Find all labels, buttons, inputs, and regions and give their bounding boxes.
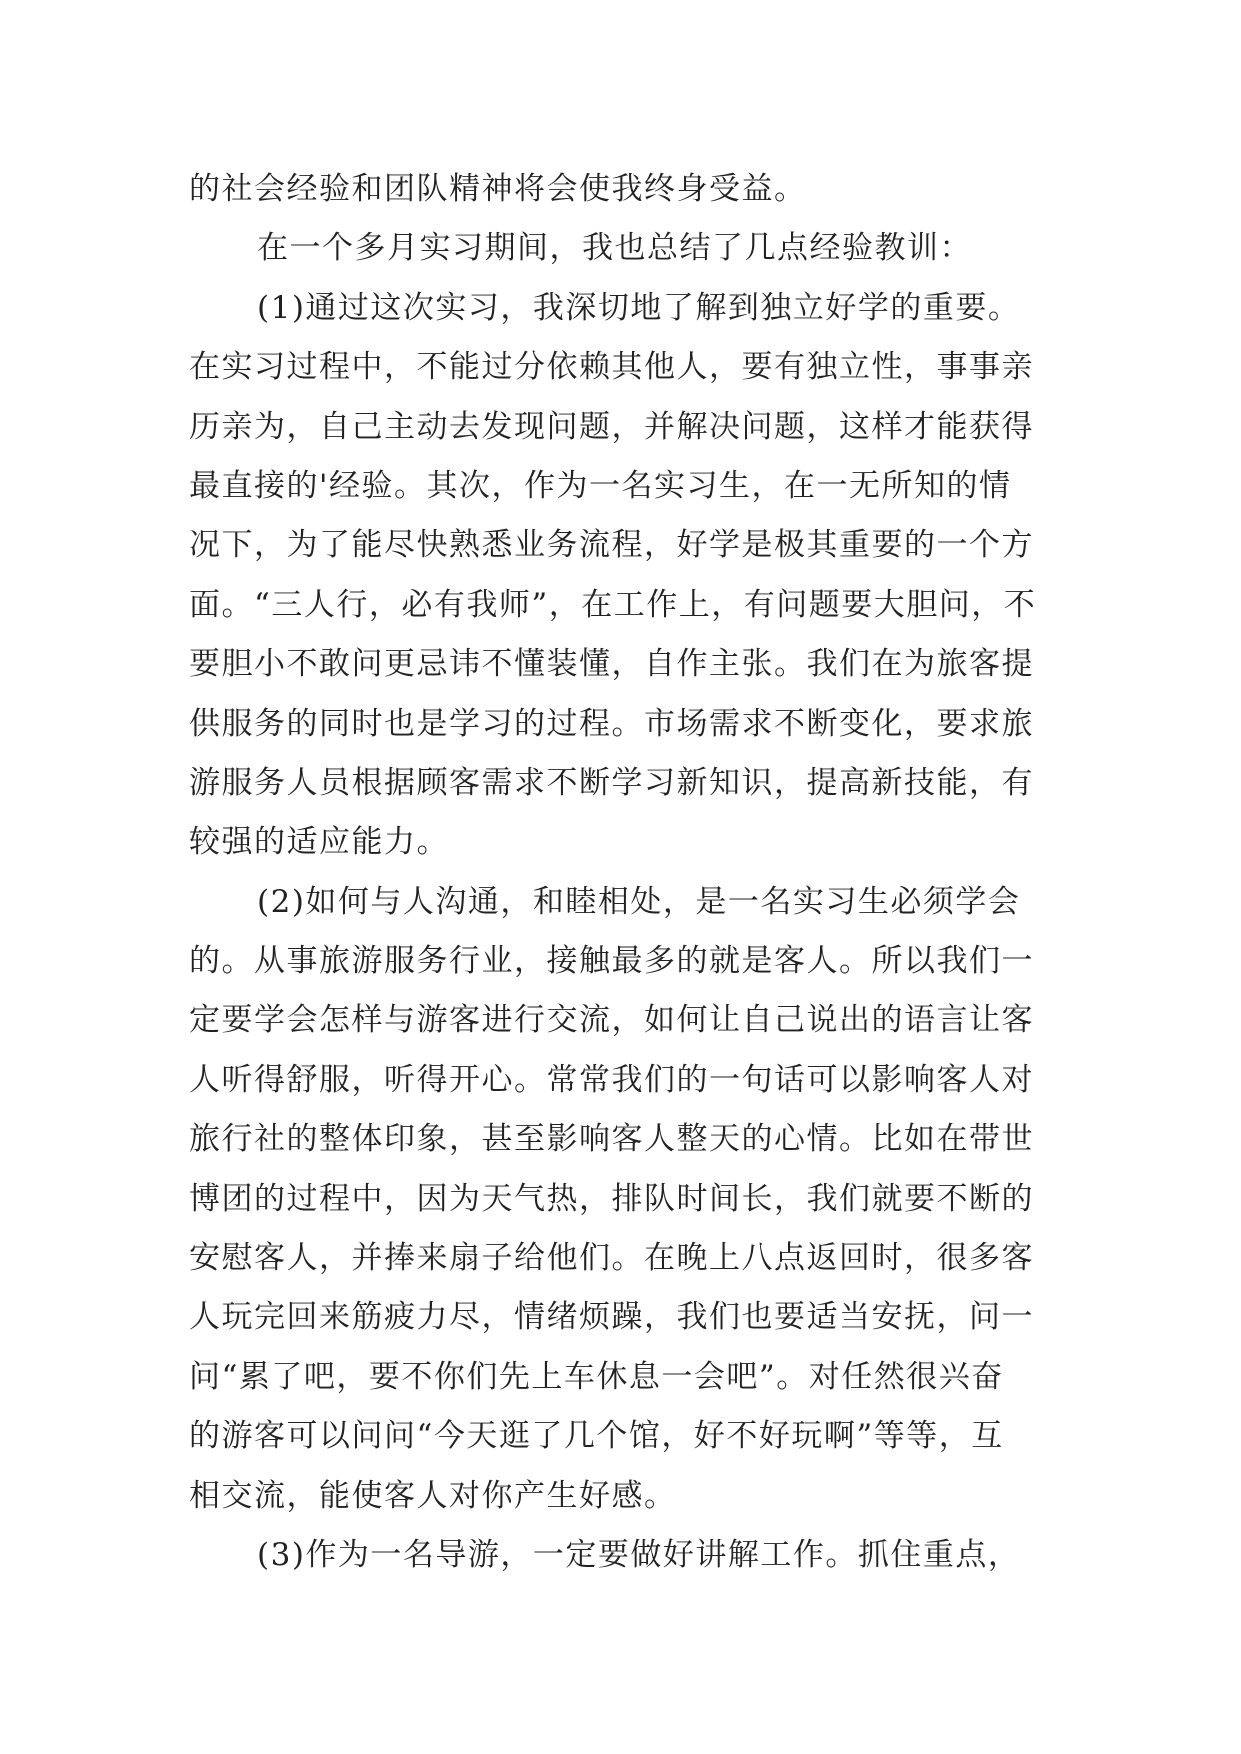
text-line: 博团的过程中，因为天气热，排队时间长，我们就要不断的 bbox=[189, 1180, 1034, 1217]
text-line: 在一个多月实习期间，我也总结了几点经验教训： bbox=[257, 230, 972, 267]
text-line: 历亲为，自己主动去发现问题，并解决问题，这样才能获得 bbox=[189, 408, 1034, 445]
text-line: 要胆小不敢问更忌讳不懂装懂，自作主张。我们在为旅客提 bbox=[189, 646, 1034, 683]
text-line: 问“累了吧，要不你们先上车休息一会吧”。对任然很兴奋 bbox=[189, 1358, 1004, 1395]
text-line: 的游客可以问问“今天逛了几个馆，好不好玩啊”等等，互 bbox=[189, 1418, 1004, 1455]
text-line: 游服务人员根据顾客需求不断学习新知识，提高新技能，有 bbox=[189, 764, 1034, 801]
text-line: (3)作为一名导游，一定要做好讲解工作。抓住重点， bbox=[257, 1536, 1021, 1573]
text-line: 人听得舒服，听得开心。常常我们的一句话可以影响客人对 bbox=[189, 1061, 1034, 1098]
text-line: 况下，为了能尽快熟悉业务流程，好学是极其重要的一个方 bbox=[189, 527, 1034, 564]
text-line: 安慰客人，并捧来扇子给他们。在晚上八点返回时，很多客 bbox=[189, 1240, 1034, 1277]
text-line: 相交流，能使客人对你产生好感。 bbox=[189, 1477, 677, 1514]
text-line: 旅行社的整体印象，甚至影响客人整天的心情。比如在带世 bbox=[189, 1121, 1034, 1158]
text-line: 的。从事旅游服务行业，接触最多的就是客人。所以我们一 bbox=[189, 943, 1034, 980]
document-body bbox=[189, 160, 1049, 1585]
text-line: 面。“三人行，必有我师”，在工作上，有问题要大胆问，不 bbox=[189, 586, 1037, 623]
text-line: 定要学会怎样与游客进行交流，如何让自己说出的语言让客 bbox=[189, 1002, 1034, 1039]
text-line: 较强的适应能力。 bbox=[189, 824, 449, 861]
text-line: 人玩完回来筋疲力尽，情绪烦躁，我们也要适当安抚，问一 bbox=[189, 1299, 1034, 1336]
text-line: 在实习过程中，不能过分依赖其他人，要有独立性，事事亲 bbox=[189, 349, 1034, 386]
text-line: 供服务的同时也是学习的过程。市场需求不断变化，要求旅 bbox=[189, 705, 1034, 742]
text-line: 最直接的'经验。其次，作为一名实习生，在一无所知的情 bbox=[189, 467, 1012, 504]
text-line: (1)通过这次实习，我深切地了解到独立好学的重要。 bbox=[257, 289, 1021, 326]
text-line: (2)如何与人沟通，和睦相处，是一名实习生必须学会 bbox=[257, 883, 1021, 920]
text-line: 的社会经验和团队精神将会使我终身受益。 bbox=[189, 171, 807, 207]
